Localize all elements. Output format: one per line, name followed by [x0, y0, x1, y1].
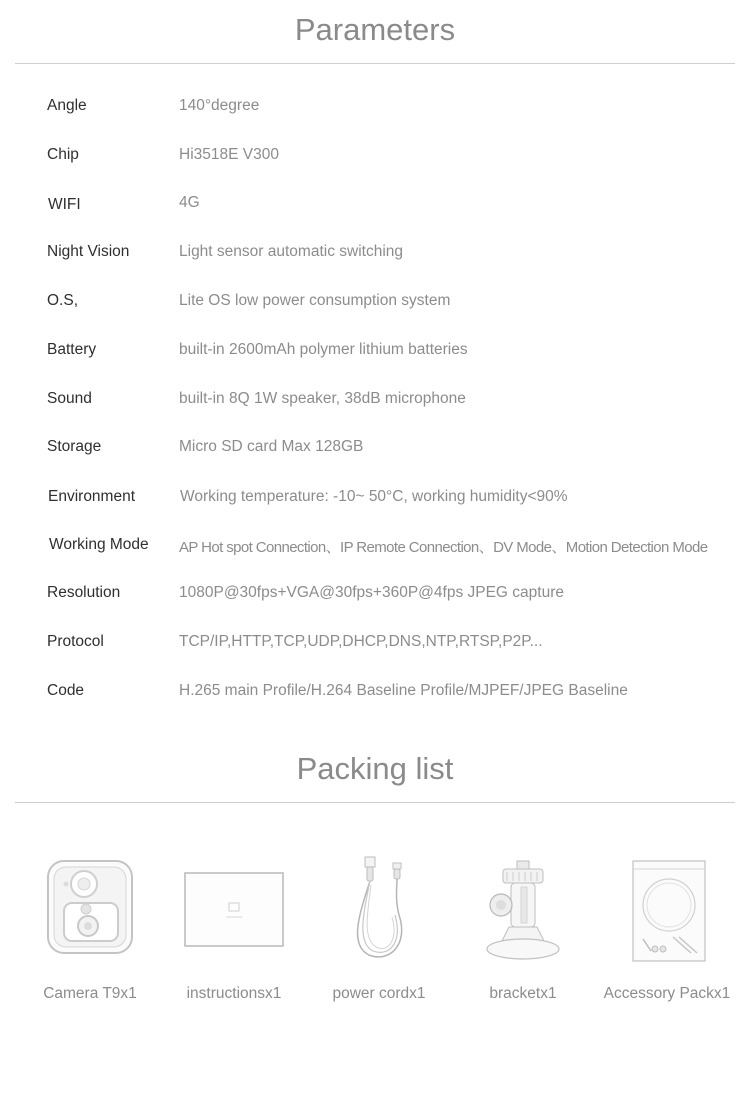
param-label: WIFI	[48, 196, 81, 213]
param-row	[0, 584, 750, 614]
parameters-divider	[15, 63, 735, 64]
bracket-icon	[448, 855, 598, 970]
param-value: TCP/IP,HTTP,TCP,UDP,DHCP,DNS,NTP,RTSP,P2P...	[179, 633, 543, 650]
param-row	[0, 390, 750, 420]
param-value: Lite OS low power consumption system	[179, 292, 451, 309]
param-row	[0, 633, 750, 663]
param-label: Night Vision	[47, 243, 130, 260]
pack-item-label: power cordx1	[332, 985, 426, 1002]
param-value: built-in 8Q 1W speaker, 38dB microphone	[179, 390, 466, 407]
param-value: AP Hot spot Connection、IP Remote Connection、DV Mode、Motion Detection Mode	[179, 539, 708, 556]
param-label: Code	[47, 682, 85, 699]
parameters-title: Parameters	[294, 12, 456, 47]
pack-item-instructions	[159, 855, 309, 1015]
param-label: Environment	[48, 488, 136, 505]
param-row	[0, 292, 750, 322]
param-row	[0, 488, 750, 518]
param-row	[0, 682, 750, 712]
pack-item-bracket	[448, 855, 598, 1015]
param-value: 140°degree	[179, 97, 260, 114]
param-label: O.S,	[47, 292, 79, 309]
param-row	[0, 243, 750, 273]
pack-item-power-cord	[304, 855, 454, 1015]
param-row	[0, 146, 750, 176]
param-row	[0, 536, 750, 566]
pack-item-label: Camera T9x1	[43, 985, 137, 1002]
param-label: Sound	[47, 390, 92, 407]
param-value: 4G	[179, 194, 200, 211]
param-label: Working Mode	[49, 536, 149, 553]
pack-item-label: bracketx1	[489, 985, 557, 1002]
usb-cable-icon	[304, 855, 454, 970]
param-row	[0, 97, 750, 127]
param-value: Hi3518E V300	[179, 146, 279, 163]
pack-item-camera	[15, 855, 165, 1015]
pack-item-accessory-pack	[592, 855, 742, 1015]
manual-icon	[159, 855, 309, 970]
param-row	[0, 438, 750, 468]
pack-item-label: instructionsx1	[186, 985, 282, 1002]
param-row	[0, 341, 750, 371]
param-row	[0, 194, 750, 224]
param-label: Chip	[47, 146, 79, 163]
param-label: Protocol	[47, 633, 104, 650]
param-label: Angle	[47, 97, 87, 114]
pack-item-label: Accessory Packx1	[603, 985, 731, 1002]
param-label: Battery	[47, 341, 97, 358]
param-label: Resolution	[47, 584, 121, 601]
camera-icon	[15, 855, 165, 970]
accessory-bag-icon	[592, 855, 742, 970]
param-value: 1080P@30fps+VGA@30fps+360P@4fps JPEG capture	[179, 584, 564, 601]
packing-list-title: Packing list	[296, 751, 454, 786]
param-value: built-in 2600mAh polymer lithium batteries	[179, 341, 468, 358]
param-value: H.265 main Profile/H.264 Baseline Profile/MJPEF/JPEG Baseline	[179, 682, 628, 699]
param-value: Light sensor automatic switching	[179, 243, 404, 260]
param-label: Storage	[47, 438, 102, 455]
param-value: Working temperature: -10~ 50°C, working humidity<90%	[180, 488, 568, 505]
packing-list-divider	[15, 802, 735, 803]
param-value: Micro SD card Max 128GB	[179, 438, 364, 455]
